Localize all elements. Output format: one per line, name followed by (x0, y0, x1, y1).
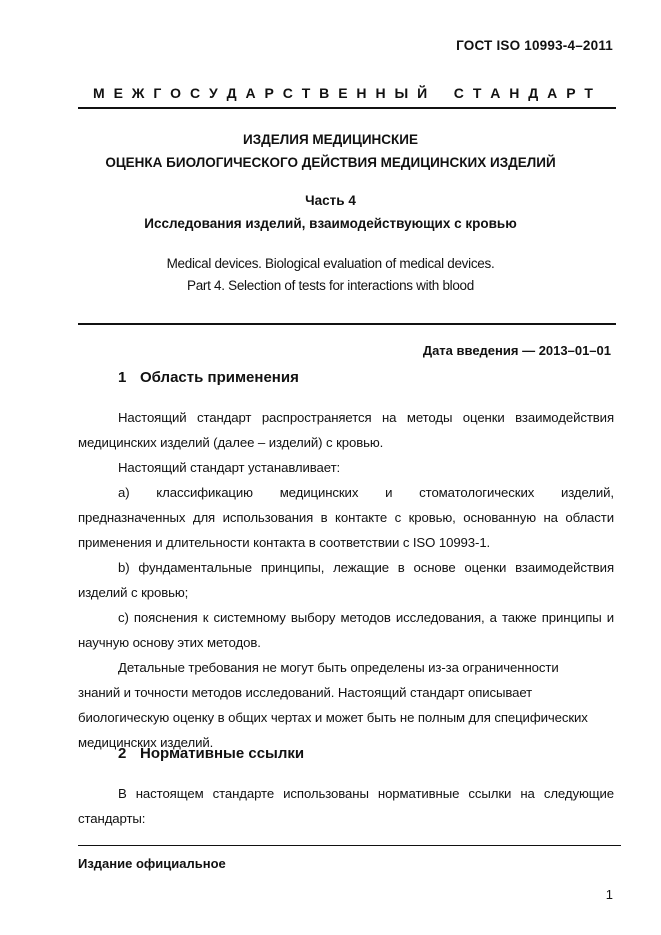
interstate-letter: А (490, 85, 501, 101)
interstate-letter: Т (584, 85, 593, 101)
english-title-line-2: Part 4. Selection of tests for interactions with blood (187, 278, 474, 293)
page-number: 1 (605, 887, 613, 902)
part-title: Исследования изделий, взаимодействующих с кровью (144, 216, 517, 231)
interstate-letter: Д (528, 85, 539, 101)
section-2-title: Нормативные ссылки (140, 745, 305, 762)
interstate-letter: С (453, 85, 464, 101)
s2-p1-line-2: стандарты: (78, 811, 146, 826)
section-1-heading (118, 369, 299, 386)
part-number: Часть 4 (305, 193, 356, 208)
header-rule (78, 107, 616, 109)
interstate-letter: Ж (131, 85, 145, 101)
document-code: ГОСТ ISO 10993-4–2011 (456, 38, 613, 53)
s1-p1-line-2: медицинских изделий (далее – изделий) с кровью. (78, 435, 384, 450)
title-line-2: ОЦЕНКА БИОЛОГИЧЕСКОГО ДЕЙСТВИЯ МЕДИЦИНСКИХ ИЗДЕЛИЙ (105, 155, 556, 170)
interstate-letter: Д (226, 85, 237, 101)
interstate-letter: А (547, 85, 558, 101)
interstate-letter: О (170, 85, 182, 101)
interstate-letter: Е (338, 85, 348, 101)
s1-item-b-line-1: b) фундаментальные принципы, лежащие в основе оценки взаимодействия (118, 560, 614, 575)
section-2-heading (118, 745, 304, 762)
interstate-letter: Т (301, 85, 311, 101)
s1-p2: Настоящий стандарт устанавливает: (118, 460, 341, 475)
interstate-letter: В (319, 85, 330, 101)
s2-p1-line-1: В настоящем стандарте использованы нормативные ссылки на следующие (118, 786, 614, 801)
s1-item-a-line-2: предназначенных для использования в контакте с кровью, основанную на области (78, 510, 614, 525)
s1-item-c-line-1: c) пояснения к системному выбору методов исследования, а также принципы и (118, 610, 614, 625)
interstate-letter: Т (472, 85, 482, 101)
interstate-letter: Р (566, 85, 576, 101)
s1-p1-line-1: Настоящий стандарт распространяется на методы оценки взаимодействия (118, 410, 614, 425)
title-line-1: ИЗДЕЛИЯ МЕДИЦИНСКИЕ (243, 132, 418, 147)
s1-p3-line-3: биологическую оценку в общих чертах и может быть не полным для специфических (78, 710, 588, 725)
interstate-letter: А (245, 85, 256, 101)
s1-item-b-line-2: изделий с кровью; (78, 585, 189, 600)
s1-p3-line-4: медицинских изделий. (78, 735, 214, 750)
interstate-letter: М (93, 85, 105, 101)
section-2-number: 2 (118, 745, 127, 762)
section-1-number: 1 (118, 369, 127, 386)
interstate-standard-heading (93, 85, 593, 101)
interstate-letter: Н (375, 85, 386, 101)
section-1-title: Область применения (140, 369, 299, 386)
interstate-letter: Н (356, 85, 367, 101)
section-2-body (78, 781, 614, 831)
interstate-letter: У (208, 85, 218, 101)
s1-p3-line-1: Детальные требования не могут быть определены из-за ограниченности (118, 660, 559, 675)
interstate-letter: Й (417, 85, 428, 101)
footer-rule (78, 845, 621, 846)
section-1-body (78, 405, 614, 755)
interstate-letter: С (282, 85, 293, 101)
official-edition-label: Издание официальное (78, 856, 226, 871)
interstate-letter: Р (264, 85, 274, 101)
s1-item-a-line-1: а) классификацию медицинских и стоматологических изделий, (118, 485, 614, 500)
s1-item-a-line-3: применения и длительности контакта в соответствии с ISO 10993-1. (78, 535, 491, 550)
interstate-letter: Н (509, 85, 520, 101)
title-rule (78, 323, 616, 325)
s1-p3-line-2: знаний и точности методов исследований. Настоящий стандарт описывает (78, 685, 533, 700)
interstate-letter: Ы (394, 85, 409, 101)
interstate-letter: Е (113, 85, 123, 101)
interstate-letter: С (189, 85, 201, 101)
s1-item-c-line-2: научную основу этих методов. (78, 635, 261, 650)
interstate-letter: Г (153, 85, 162, 101)
english-title-line-1: Medical devices. Biological evaluation of medical devices. (166, 256, 495, 271)
introduction-date: Дата введения — 2013–01–01 (422, 343, 611, 358)
